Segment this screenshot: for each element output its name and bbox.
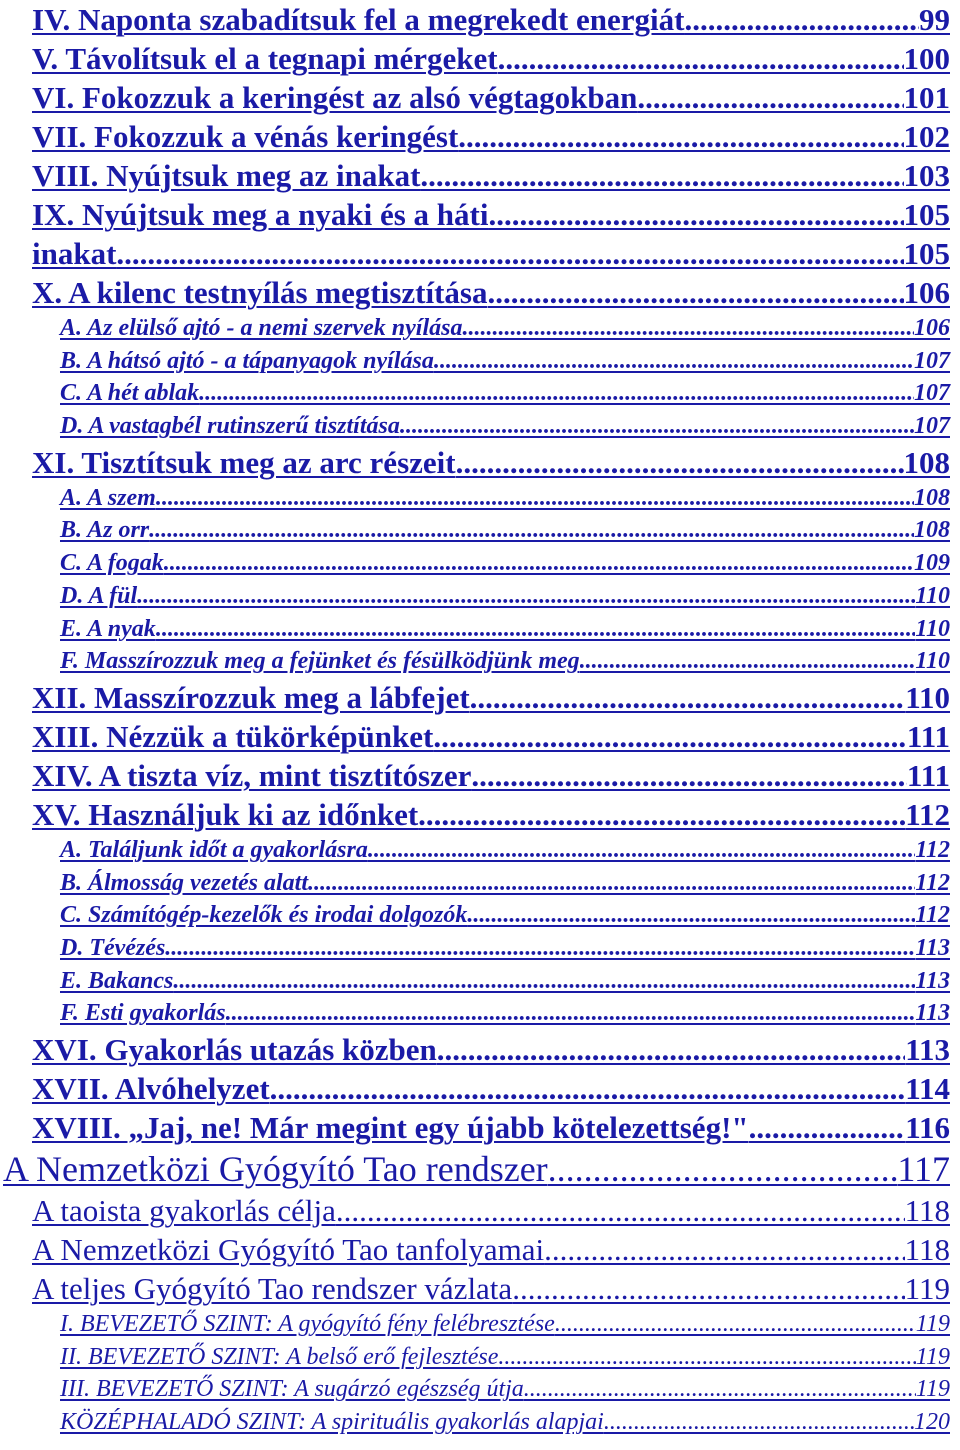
toc-dot-leader	[116, 234, 903, 273]
toc-entry-title: F. Masszírozzuk meg a fejünket és fésülködjünk meg	[60, 648, 580, 675]
toc-entry-page-number: 110	[905, 679, 950, 715]
toc-dot-leader	[434, 345, 914, 378]
toc-entry[interactable]	[0, 312, 960, 345]
toc-entry[interactable]	[0, 1373, 960, 1406]
toc-entry-title: II. BEVEZETŐ SZINT: A belső erő fejlesztése	[60, 1343, 499, 1370]
toc-entry-page-number: 112	[905, 796, 950, 832]
toc-dot-leader	[580, 645, 916, 678]
toc-entry-page-number: 119	[915, 1376, 950, 1403]
toc-entry-page-number: 101	[903, 80, 950, 115]
toc-entry-title: XII. Masszírozzuk meg a lábfejet	[32, 679, 470, 715]
toc-entry-title: D. A fül	[60, 582, 138, 609]
toc-entry[interactable]	[0, 273, 960, 312]
toc-entry-title: VII. Fokozzuk a vénás keringést	[32, 119, 459, 154]
toc-dot-leader	[458, 117, 903, 156]
toc-entry[interactable]	[0, 78, 960, 117]
toc-entry-title: A. Találjunk időt a gyakorlásra	[60, 836, 368, 863]
toc-entry-title: A. A szem	[60, 484, 156, 511]
toc-entry[interactable]	[0, 613, 960, 646]
toc-entry-page-number: 108	[903, 444, 950, 480]
toc-entry-page-number: 102	[903, 119, 950, 154]
toc-entry[interactable]	[0, 377, 960, 410]
toc-entry-title: B. Álmosság vezetés alatt	[60, 869, 308, 896]
toc-entry-title: B. A hátsó ajtó - a tápanyagok nyílása	[60, 347, 434, 374]
toc-dot-leader	[462, 312, 914, 345]
toc-dot-leader	[488, 273, 904, 312]
toc-entry[interactable]	[0, 867, 960, 900]
toc-dot-leader	[524, 1373, 916, 1406]
toc-entry[interactable]	[0, 39, 960, 78]
toc-entry-page-number: 106	[903, 275, 950, 310]
toc-dot-leader	[471, 756, 907, 795]
toc-dot-leader	[156, 613, 916, 646]
toc-entry[interactable]	[0, 1030, 960, 1069]
toc-dot-leader	[433, 717, 907, 756]
toc-dot-leader	[555, 1308, 916, 1341]
toc-entry[interactable]	[0, 1269, 960, 1308]
toc-entry[interactable]	[0, 1191, 960, 1230]
toc-entry-page-number: 107	[914, 413, 950, 440]
toc-entry[interactable]	[0, 234, 960, 273]
toc-entry-title: IX. Nyújtsuk meg a nyaki és a háti	[32, 197, 489, 232]
toc-entry-title: E. Bakancs	[60, 967, 174, 994]
toc-dot-leader	[400, 410, 914, 443]
toc-dot-leader	[512, 1269, 904, 1308]
toc-entry-title: C. A fogak	[60, 550, 164, 577]
toc-entry-page-number: 110	[915, 615, 950, 642]
toc-entry[interactable]	[0, 795, 960, 834]
toc-entry-page-number: 110	[915, 648, 950, 675]
toc-entry[interactable]	[0, 965, 960, 998]
toc-entry-page-number: 112	[915, 869, 950, 896]
toc-dot-leader	[308, 867, 915, 900]
toc-entry-page-number: 113	[905, 1032, 950, 1067]
toc-entry-title: XIII. Nézzük a tükörképünket	[32, 718, 434, 754]
toc-entry-page-number: 113	[915, 967, 950, 994]
toc-entry[interactable]	[0, 1406, 960, 1439]
toc-entry[interactable]	[0, 580, 960, 613]
toc-entry-page-number: 110	[915, 582, 950, 609]
toc-dot-leader	[498, 1341, 915, 1374]
toc-entry-title: KÖZÉPHALADÓ SZINT: A spirituális gyakorlás alapjai	[60, 1409, 604, 1436]
toc-entry-page-number: 105	[903, 197, 950, 232]
toc-entry-title: VIII. Nyújtsuk meg az inakat	[32, 158, 421, 193]
toc-dot-leader	[368, 834, 915, 867]
toc-entry-title: F. Esti gyakorlás	[60, 1000, 226, 1027]
toc-entry-page-number: 118	[904, 1232, 950, 1267]
toc-dot-leader	[637, 78, 903, 117]
toc-entry[interactable]	[0, 514, 960, 547]
toc-entry[interactable]	[0, 1308, 960, 1341]
toc-dot-leader	[437, 1030, 905, 1069]
toc-entry[interactable]	[0, 1069, 960, 1108]
toc-entry[interactable]	[0, 156, 960, 195]
toc-dot-leader	[544, 1230, 905, 1269]
toc-entry[interactable]	[0, 117, 960, 156]
toc-entry[interactable]	[0, 756, 960, 795]
toc-dot-leader	[467, 899, 915, 932]
toc-entry-page-number: 112	[915, 836, 950, 863]
toc-entry[interactable]	[0, 482, 960, 515]
toc-entry-page-number: 107	[914, 347, 950, 374]
toc-dot-leader	[165, 932, 915, 965]
toc-entry-page-number: 103	[903, 158, 950, 193]
toc-entry[interactable]	[0, 678, 960, 717]
toc-entry[interactable]	[0, 1341, 960, 1374]
toc-entry-page-number: 117	[897, 1149, 950, 1189]
toc-dot-leader	[684, 0, 919, 39]
toc-dot-leader	[749, 1108, 906, 1147]
toc-entry-page-number: 108	[914, 484, 950, 511]
toc-entry-title: X. A kilenc testnyílás megtisztítása	[32, 275, 488, 310]
toc-entry-title: A taoista gyakorlás célja	[32, 1193, 336, 1228]
toc-entry-page-number: 118	[904, 1193, 950, 1228]
toc-entry-title: XI. Tisztítsuk meg az arc részeit	[32, 444, 456, 480]
toc-entry-title: VI. Fokozzuk a keringést az alsó végtagokban	[32, 80, 638, 115]
toc-entry-title: C. A hét ablak	[60, 380, 200, 407]
toc-entry-title: inakat	[32, 236, 117, 271]
toc-entry-title: A teljes Gyógyító Tao rendszer vázlata	[32, 1271, 513, 1306]
toc-entry[interactable]	[0, 997, 960, 1030]
toc-dot-leader	[336, 1191, 905, 1230]
toc-entry[interactable]	[0, 834, 960, 867]
toc-entry-title: B. Az orr	[60, 517, 150, 544]
toc-dot-leader	[226, 997, 916, 1030]
toc-entry-page-number: 99	[919, 2, 950, 37]
toc-entry-title: D. Tévézés	[60, 934, 166, 961]
toc-entry[interactable]	[0, 1230, 960, 1269]
toc-entry-page-number: 100	[903, 41, 950, 76]
toc-entry-title: E. A nyak	[60, 615, 156, 642]
toc-dot-leader	[173, 965, 915, 998]
toc-entry-page-number: 114	[905, 1071, 950, 1106]
toc-entry-page-number: 113	[915, 934, 950, 961]
toc-entry[interactable]	[0, 1147, 960, 1191]
toc-dot-leader	[164, 547, 914, 580]
toc-dot-leader	[488, 195, 903, 234]
toc-entry-page-number: 119	[915, 1311, 950, 1337]
toc-entry-page-number: 105	[903, 236, 950, 271]
toc-entry[interactable]	[0, 717, 960, 756]
toc-dot-leader	[418, 795, 905, 834]
toc-entry-page-number: 106	[914, 315, 950, 341]
toc-entry-title: III. BEVEZETŐ SZINT: A sugárzó egészség útja	[60, 1376, 524, 1403]
toc-entry-title: V. Távolítsuk el a tegnapi mérgeket	[32, 41, 498, 76]
toc-entry[interactable]	[0, 345, 960, 378]
toc-entry[interactable]	[0, 443, 960, 482]
toc-entry[interactable]	[0, 1108, 960, 1147]
toc-dot-leader	[137, 580, 915, 613]
toc-dot-leader	[149, 514, 914, 547]
toc-entry-title: XV. Használjuk ki az időnket	[32, 796, 419, 832]
toc-entry[interactable]	[0, 645, 960, 678]
toc-entry-title: C. Számítógép-kezelők és irodai dolgozók	[60, 902, 468, 929]
toc-entry-page-number: 111	[906, 757, 950, 793]
toc-entry-page-number: 119	[915, 1343, 950, 1370]
toc-dot-leader	[420, 156, 903, 195]
toc-entry-title: A Nemzetközi Gyógyító Tao tanfolyamai	[32, 1232, 545, 1267]
toc-entry[interactable]	[0, 899, 960, 932]
toc-dot-leader	[199, 377, 914, 410]
toc-dot-leader	[156, 482, 914, 515]
toc-dot-leader	[470, 678, 906, 717]
toc-entry-title: D. A vastagbél rutinszerű tisztítása	[60, 413, 400, 440]
toc-entry-title: IV. Naponta szabadítsuk fel a megrekedt energiát	[32, 2, 685, 37]
toc-dot-leader	[604, 1406, 914, 1439]
toc-entry-page-number: 107	[914, 380, 950, 407]
toc-entry[interactable]	[0, 195, 960, 234]
toc-entry-title: XVII. Alvóhelyzet	[32, 1071, 270, 1106]
toc-entry[interactable]	[0, 547, 960, 580]
toc-entry-title: A Nemzetközi Gyógyító Tao rendszer	[3, 1149, 548, 1189]
toc-entry-title: A. Az elülső ajtó - a nemi szervek nyílása	[60, 315, 463, 341]
toc-entry-title: XIV. A tiszta víz, mint tisztítószer	[32, 757, 472, 793]
toc-entry-page-number: 116	[905, 1110, 950, 1145]
toc-entry-title: I. BEVEZETŐ SZINT: A gyógyító fény felébresztése	[60, 1311, 555, 1337]
toc-entry[interactable]	[0, 410, 960, 443]
toc-dot-leader	[498, 39, 904, 78]
toc-entry-page-number: 120	[914, 1409, 950, 1436]
toc-entry-title: XVI. Gyakorlás utazás közben	[32, 1032, 437, 1067]
toc-entry[interactable]	[0, 932, 960, 965]
toc-entry-page-number: 109	[914, 550, 950, 577]
toc-entry-page-number: 113	[915, 1000, 950, 1027]
toc-dot-leader	[456, 443, 904, 482]
toc-entry-page-number: 108	[914, 517, 950, 544]
toc-dot-leader	[270, 1069, 906, 1108]
toc-entry-page-number: 112	[915, 902, 950, 929]
toc-dot-leader	[548, 1147, 898, 1191]
toc-entry[interactable]	[0, 0, 960, 39]
toc-entry-page-number: 119	[904, 1271, 950, 1306]
toc-entry-page-number: 111	[906, 718, 950, 754]
toc-entry-title: XVIII. „Jaj, ne! Már megint egy újabb kötelezettség!"	[32, 1110, 749, 1145]
